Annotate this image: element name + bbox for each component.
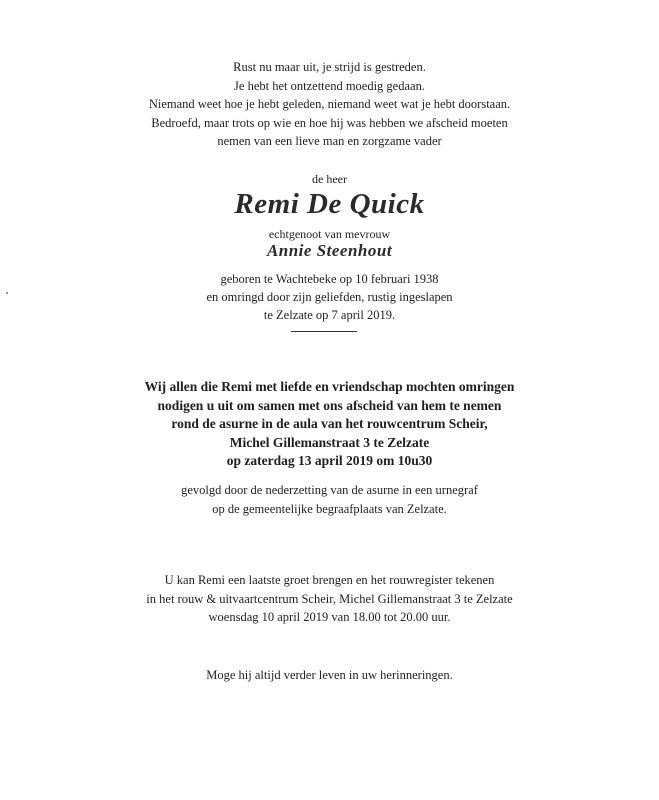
closing-text: Moge hij altijd verder leven in uw herinneringen. xyxy=(206,668,453,682)
poem-line: Rust nu maar uit, je strijd is gestreden. xyxy=(233,60,426,74)
title-prefix: de heer xyxy=(312,172,347,186)
burial-line: gevolgd door de nederzetting van de asurne in een urnegraf xyxy=(181,483,478,497)
invitation-line: op zaterdag 13 april 2019 om 10u30 xyxy=(226,453,433,468)
life-dates-line: en omringd door zijn geliefden, rustig ingeslapen xyxy=(206,290,453,304)
life-dates-line: te Zelzate op 7 april 2019. xyxy=(263,308,396,322)
visitation-line: U kan Remi een laatste groet brengen en het rouwregister tekenen xyxy=(164,573,495,587)
poem-line: nemen van een lieve man en zorgzame vader xyxy=(217,134,442,148)
visitation-line: in het rouw & uitvaartcentrum Scheir, Michel Gillemanstraat 3 te Zelzate xyxy=(146,591,513,606)
invitation-line: rond de asurne in de aula van het rouwcentrum Scheir, xyxy=(171,416,488,431)
life-dates-line: geboren te Wachtebeke op 10 februari 1938 xyxy=(220,272,439,286)
deceased-name: Remi De Quick xyxy=(234,188,425,220)
burial-info xyxy=(0,481,659,518)
poem-line: Niemand weet hoe je hebt geleden, niemand weet wat je hebt doorstaan. xyxy=(148,97,511,111)
invitation xyxy=(0,378,659,471)
invitation-line: nodigen u uit om samen met ons afscheid van hem te nemen xyxy=(157,397,502,413)
invitation-line: Michel Gillemanstraat 3 te Zelzate xyxy=(229,434,430,450)
visitation-info xyxy=(0,571,659,627)
burial-line: op de gemeentelijke begraafplaats van Zelzate. xyxy=(212,501,447,516)
spouse-label: echtgenoot van mevrouw xyxy=(268,227,391,241)
visitation-line: woensdag 10 april 2019 van 18.00 tot 20.00 uur. xyxy=(208,610,451,624)
poem xyxy=(0,58,659,151)
poem-line: Bedroefd, maar trots op wie en hoe hij was hebben we afscheid moeten xyxy=(151,115,508,130)
divider xyxy=(291,331,357,332)
invitation-line: Wij allen die Remi met liefde en vriendschap mochten omringen xyxy=(144,379,515,394)
spouse-name: Annie Steenhout xyxy=(266,241,393,260)
life-dates xyxy=(0,270,659,324)
poem-line: Je hebt het ontzettend moedig gedaan. xyxy=(234,78,425,93)
